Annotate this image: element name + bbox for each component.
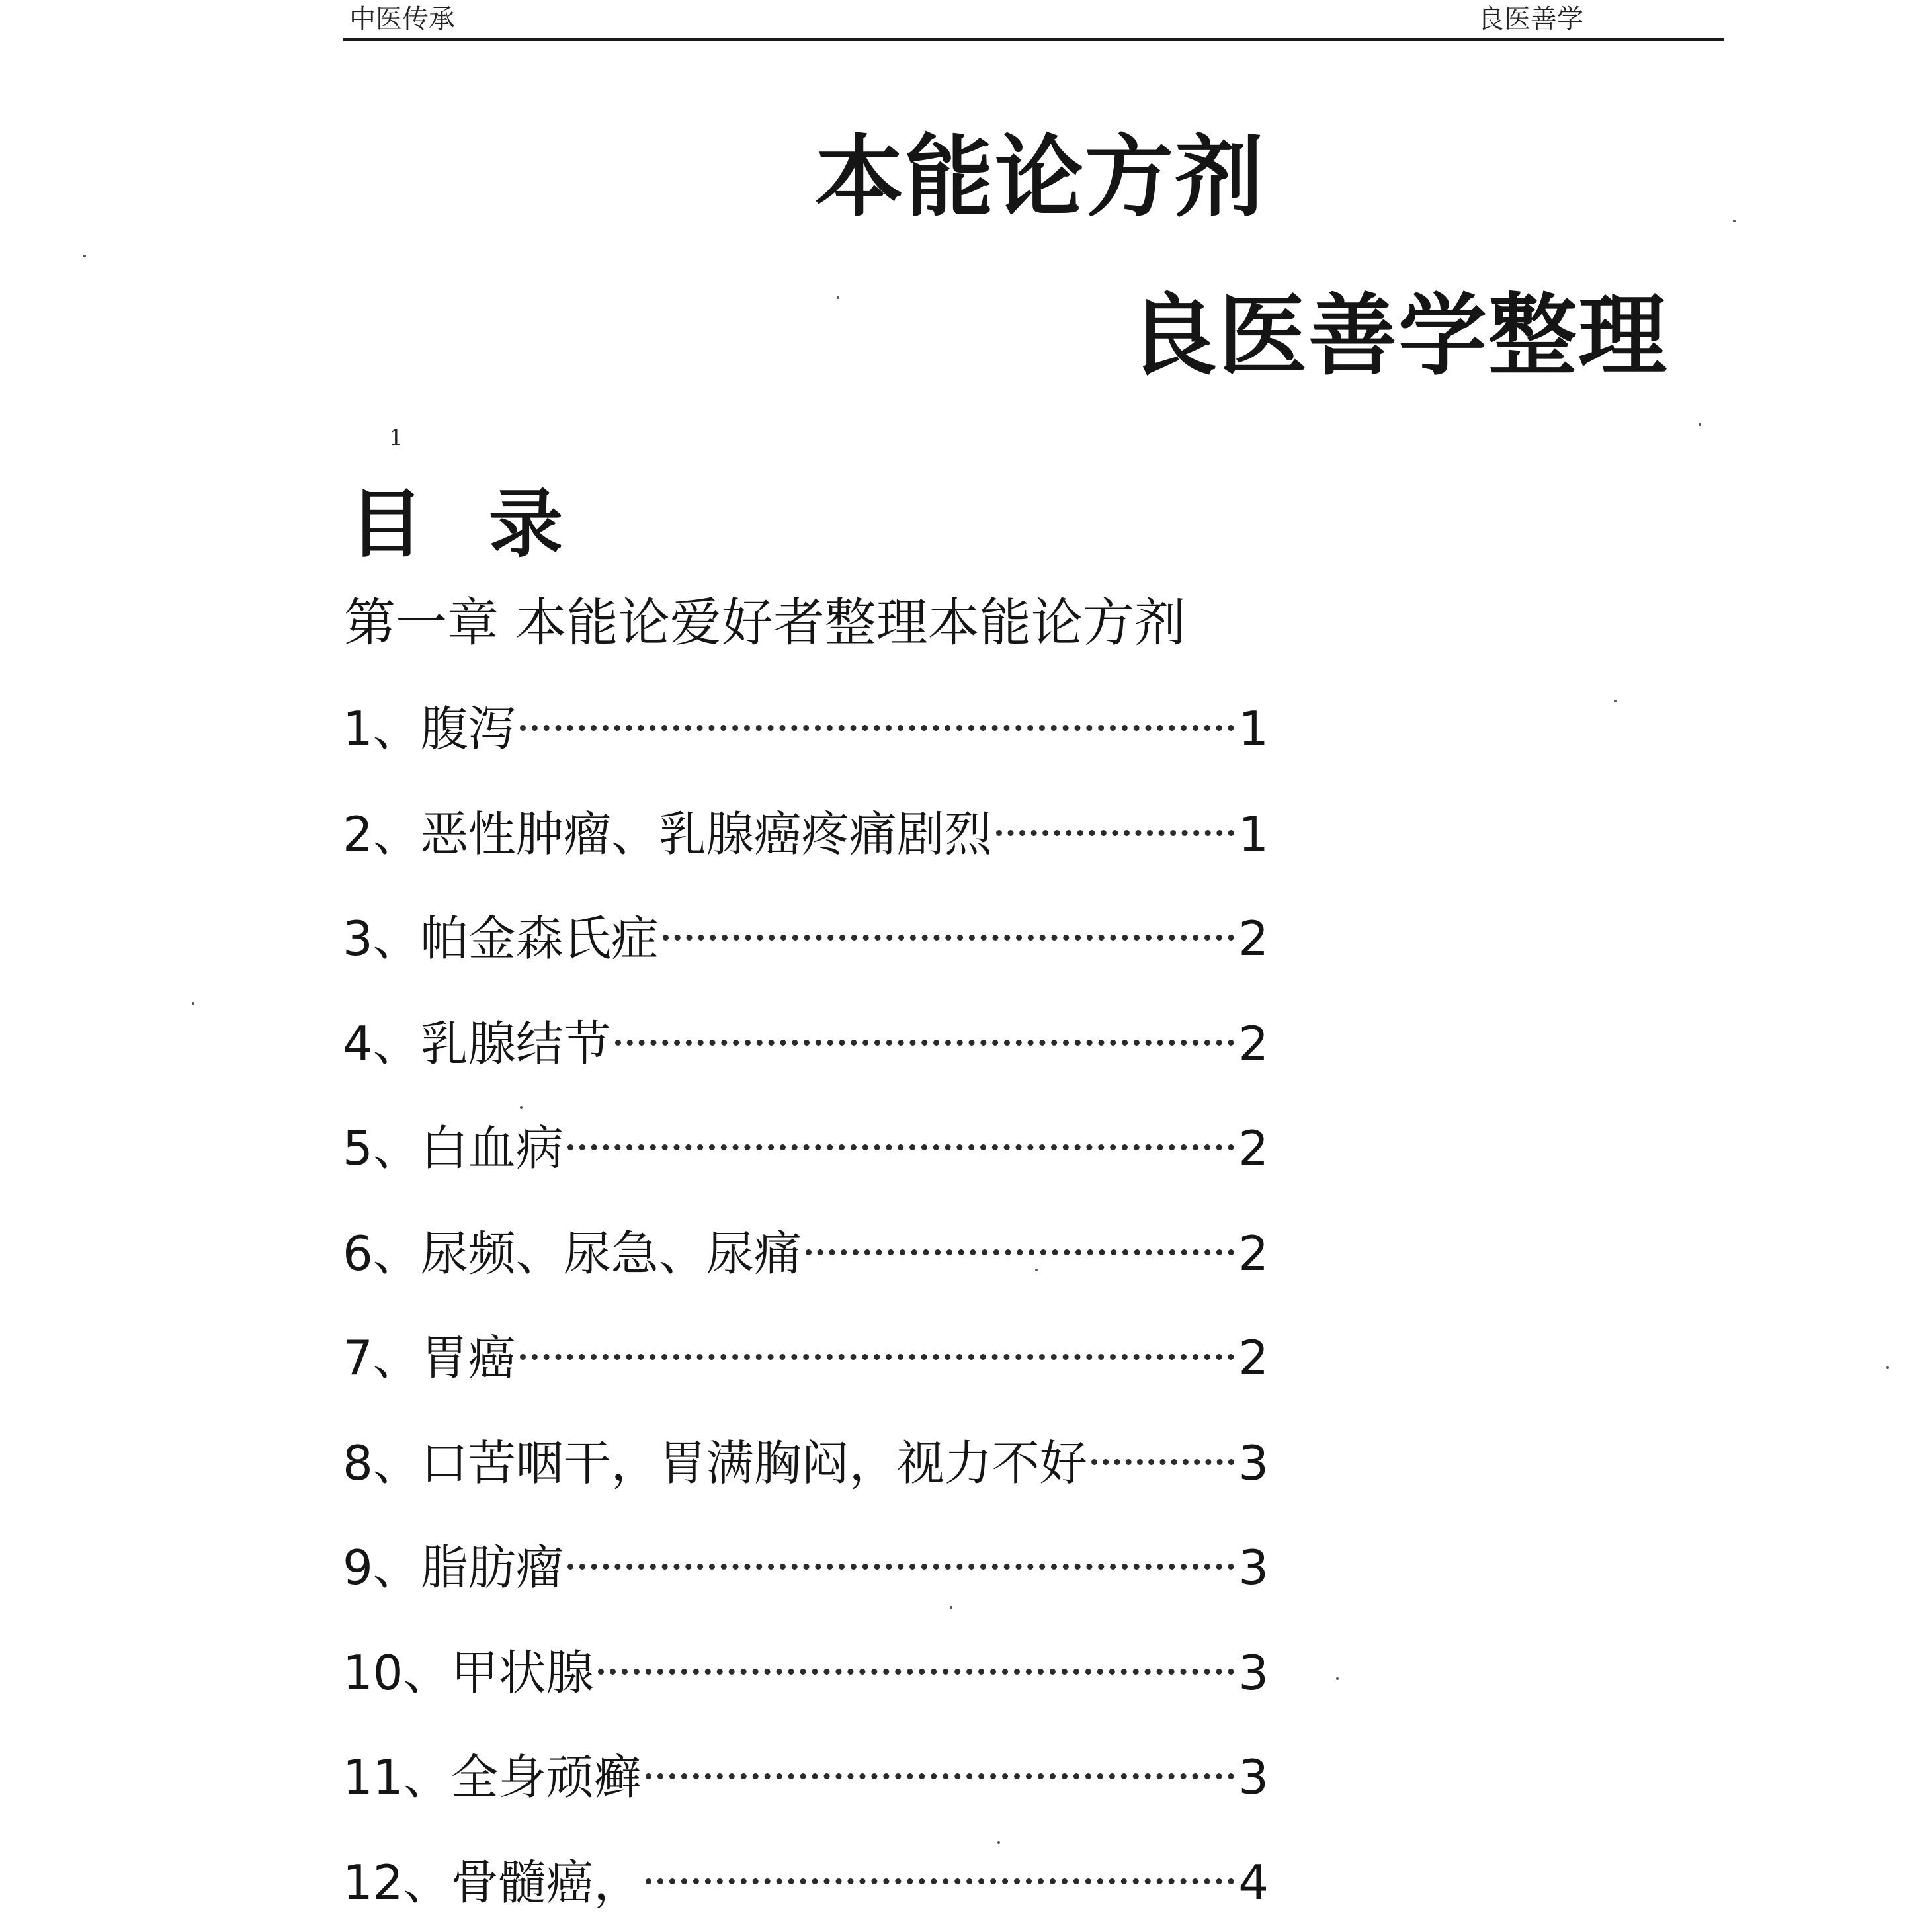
toc-entry[interactable] xyxy=(343,1115,1269,1220)
toc-entry-label: 6、尿频、尿急、尿痛 xyxy=(343,1225,802,1281)
scan-speck xyxy=(1336,1677,1339,1680)
toc-entry[interactable] xyxy=(343,905,1269,1011)
toc-leader-dots xyxy=(598,1669,1235,1675)
toc-entry[interactable] xyxy=(343,801,1269,906)
toc-entry-page: 1 xyxy=(1238,701,1269,757)
chapter-title: 第一章 本能论爱好者整理本能论方剂 xyxy=(344,593,1186,653)
scan-speck xyxy=(192,1002,194,1005)
header-left-text: 中医传承 xyxy=(349,4,455,34)
toc-entry[interactable] xyxy=(343,696,1269,801)
toc-entry-page: 2 xyxy=(1238,1225,1269,1281)
header-right-text: 良医善学 xyxy=(1478,4,1583,34)
toc-entry[interactable] xyxy=(343,1534,1269,1640)
toc-entry-page: 3 xyxy=(1238,1540,1269,1595)
toc-heading: 目 录 xyxy=(349,482,583,567)
toc-entry[interactable] xyxy=(343,1220,1269,1325)
toc-entry[interactable] xyxy=(343,1849,1269,1932)
scan-speck xyxy=(1886,1366,1889,1369)
toc-entry-label: 8、口苦咽干，胃满胸闷，视力不好 xyxy=(343,1435,1087,1491)
toc-leader-dots xyxy=(1091,1459,1234,1465)
toc-entry-page: 4 xyxy=(1238,1854,1269,1910)
page-marker: 1 xyxy=(389,425,403,451)
toc-entry-page: 3 xyxy=(1238,1749,1269,1805)
toc-entry-label: 2、恶性肿瘤、乳腺癌疼痛剧烈 xyxy=(343,806,992,862)
scan-speck xyxy=(950,1606,952,1609)
toc-entry-label: 1、腹泻 xyxy=(343,701,516,757)
toc-leader-dots xyxy=(663,935,1234,941)
toc-entry-label: 9、脂肪瘤 xyxy=(343,1540,564,1595)
toc-entry[interactable] xyxy=(343,1430,1269,1535)
scan-speck xyxy=(837,296,839,299)
toc-entry-label: 12、骨髓癌， xyxy=(343,1854,642,1910)
toc-leader-dots xyxy=(646,1773,1235,1779)
scan-speck xyxy=(83,255,86,257)
toc-leader-dots xyxy=(520,1354,1234,1360)
toc-entry-page: 2 xyxy=(1238,911,1269,966)
toc-leader-dots xyxy=(567,1564,1234,1570)
toc-entry-page: 2 xyxy=(1238,1120,1269,1176)
toc-entry[interactable] xyxy=(343,1325,1269,1430)
scan-speck xyxy=(520,1106,523,1109)
toc-list xyxy=(343,696,1269,1932)
document-title: 本能论方剂 xyxy=(815,126,1265,229)
toc-entry-label: 10、甲状腺 xyxy=(343,1644,594,1701)
toc-leader-dots xyxy=(615,1040,1234,1046)
toc-entry-label: 3、帕金森氏症 xyxy=(343,911,659,966)
toc-entry[interactable] xyxy=(343,1744,1269,1849)
toc-leader-dots xyxy=(646,1878,1235,1884)
toc-entry[interactable] xyxy=(343,1640,1269,1745)
scan-speck xyxy=(1035,1269,1038,1271)
document-subtitle: 良医善学整理 xyxy=(1128,284,1669,388)
toc-leader-dots xyxy=(520,725,1234,731)
toc-entry-label: 4、乳腺结节 xyxy=(343,1015,611,1071)
toc-entry-page: 1 xyxy=(1238,806,1269,862)
toc-leader-dots xyxy=(567,1144,1234,1150)
scan-speck xyxy=(997,1841,1000,1844)
toc-entry-page: 3 xyxy=(1238,1644,1269,1701)
scan-speck xyxy=(1733,220,1736,222)
scan-speck xyxy=(1699,423,1701,426)
toc-entry-label: 7、胃癌 xyxy=(343,1330,516,1386)
toc-entry-label: 5、白血病 xyxy=(343,1120,564,1176)
toc-entry-page: 2 xyxy=(1238,1330,1269,1386)
toc-entry[interactable] xyxy=(343,1011,1269,1116)
scan-speck xyxy=(1614,700,1617,702)
toc-entry-page: 2 xyxy=(1238,1015,1269,1071)
toc-leader-dots xyxy=(806,1249,1234,1255)
toc-entry-page: 3 xyxy=(1238,1435,1269,1491)
toc-leader-dots xyxy=(996,830,1234,836)
toc-entry-label: 11、全身顽癣 xyxy=(343,1749,642,1805)
header-divider xyxy=(343,38,1724,41)
